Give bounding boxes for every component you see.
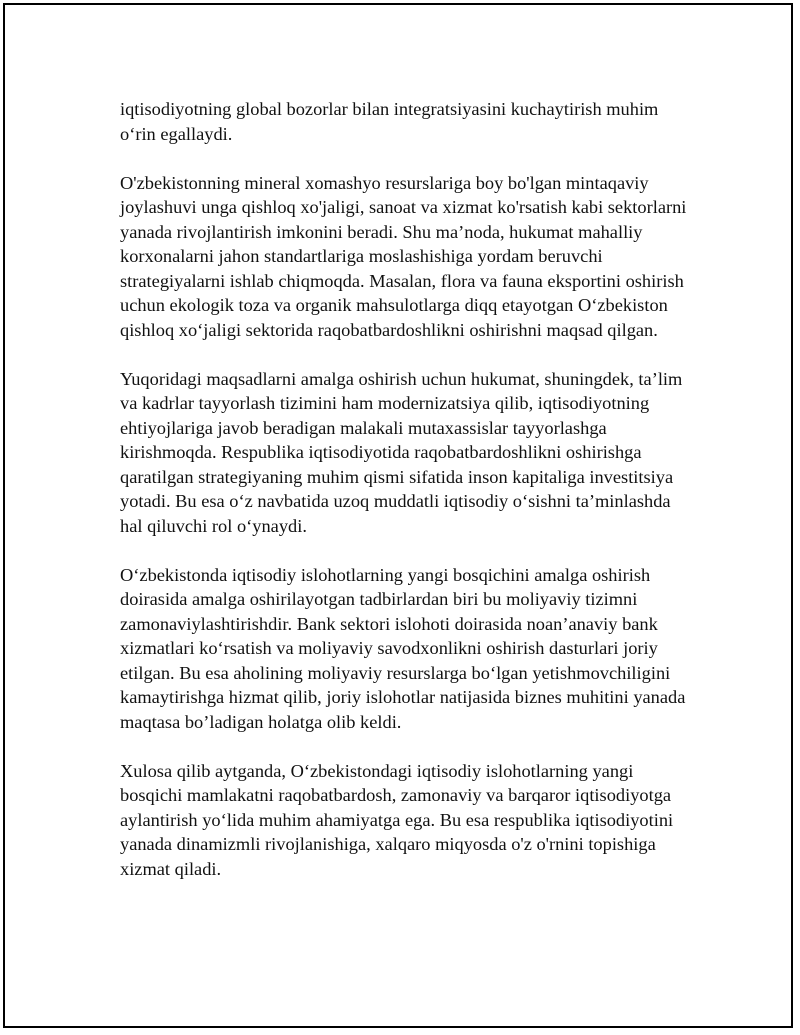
text-line: qaratilgan strategiyaning muhim qismi sifatida inson kapitaliga investitsiya — [120, 466, 674, 487]
text-line: iqtisodiyotning global bozorlar bilan integratsiyasini kuchaytirish muhim — [120, 99, 659, 119]
paragraph-1 — [120, 97, 705, 146]
text-line: O‘zbekistonda iqtisodiy islohotlarning yangi bosqichini amalga oshirish — [120, 564, 651, 585]
text-line: yanada dinamizmli rivojlanishiga, xalqaro miqyosda o'z o'rnini topishiga — [120, 834, 656, 854]
text-line: joylashuvi unga qishloq xo'jaligi, sanoat va xizmat ko'rsatish kabi sektorlarni — [120, 197, 687, 217]
text-line: bosqichi mamlakatni raqobatbardosh, zamonaviy va barqaror iqtisodiyotga — [120, 785, 672, 805]
text-line: aylantirish yo‘lida muhim ahamiyatga ega. Bu esa respublika iqtisodiyotini — [120, 809, 674, 830]
text-line: kirishmoqda. Respublika iqtisodiyotida raqobatbardoshlikni oshirishga — [120, 442, 642, 462]
text-line: uchun ekologik toza va organik mahsulotlarga diqq etayotgan O‘zbekiston — [120, 295, 668, 315]
paragraph-2 — [120, 171, 705, 343]
text-line: maqtasa bo’ladigan holatga olib keldi. — [120, 711, 402, 732]
text-line: qishloq xo‘jaligi sektorida raqobatbardoshlikni oshirishni maqsad qilgan. — [120, 319, 658, 340]
text-line: xizmatlari ko‘rsatish va moliyaviy savodxonlikni oshirish dasturlari joriy — [120, 638, 658, 658]
text-line: yotadi. Bu esa o‘z navbatida uzoq muddatli iqtisodiy o‘sishni ta’minlashda — [120, 491, 671, 511]
text-line: strategiyalarni ishlab chiqmoqda. Masalan, flora va fauna eksportini oshirish — [120, 270, 684, 291]
text-line: o‘rin egallaydi. — [120, 123, 233, 144]
text-line: ehtiyojlariga javob beradigan malakali mutaxassislar tayyorlashga — [120, 417, 607, 438]
text-line: korxonalarni jahon standartlariga moslashishiga yordam beruvchi — [120, 246, 603, 266]
paragraph-3 — [120, 367, 705, 539]
paragraph-4 — [120, 563, 705, 735]
text-line: etilgan. Bu esa aholining moliyaviy resurslarga bo‘lgan yetishmovchiligini — [120, 662, 671, 683]
document-body — [120, 97, 705, 906]
text-line: Yuqoridagi maqsadlarni amalga oshirish uchun hukumat, shuningdek, ta’lim — [120, 368, 683, 389]
text-line: kamaytirishga hizmat qilib, joriy islohotlar natijasida biznes muhitini yanada — [120, 687, 686, 707]
text-line: va kadrlar tayyorlash tizimini ham modernizatsiya qilib, iqtisodiyotning — [120, 393, 650, 413]
text-line: zamonaviylashtirishdir. Bank sektori islohoti doirasida noan’anaviy bank — [120, 613, 658, 634]
text-line: O'zbekistonning mineral xomashyo resurslariga boy bo'lgan mintaqaviy — [120, 172, 649, 193]
text-line: yanada rivojlantirish imkonini beradi. Shu ma’noda, hukumat mahalliy — [120, 221, 643, 242]
text-line: Xulosa qilib aytganda, O‘zbekistondagi iqtisodiy islohotlarning yangi — [120, 760, 634, 781]
paragraph-5 — [120, 759, 705, 882]
page-frame — [3, 3, 793, 1028]
text-line: hal qiluvchi rol o‘ynaydi. — [120, 515, 307, 536]
text-line: doirasida amalga oshirilayotgan tadbirlardan biri bu moliyaviy tizimni — [120, 589, 638, 609]
text-line: xizmat qiladi. — [120, 858, 222, 879]
